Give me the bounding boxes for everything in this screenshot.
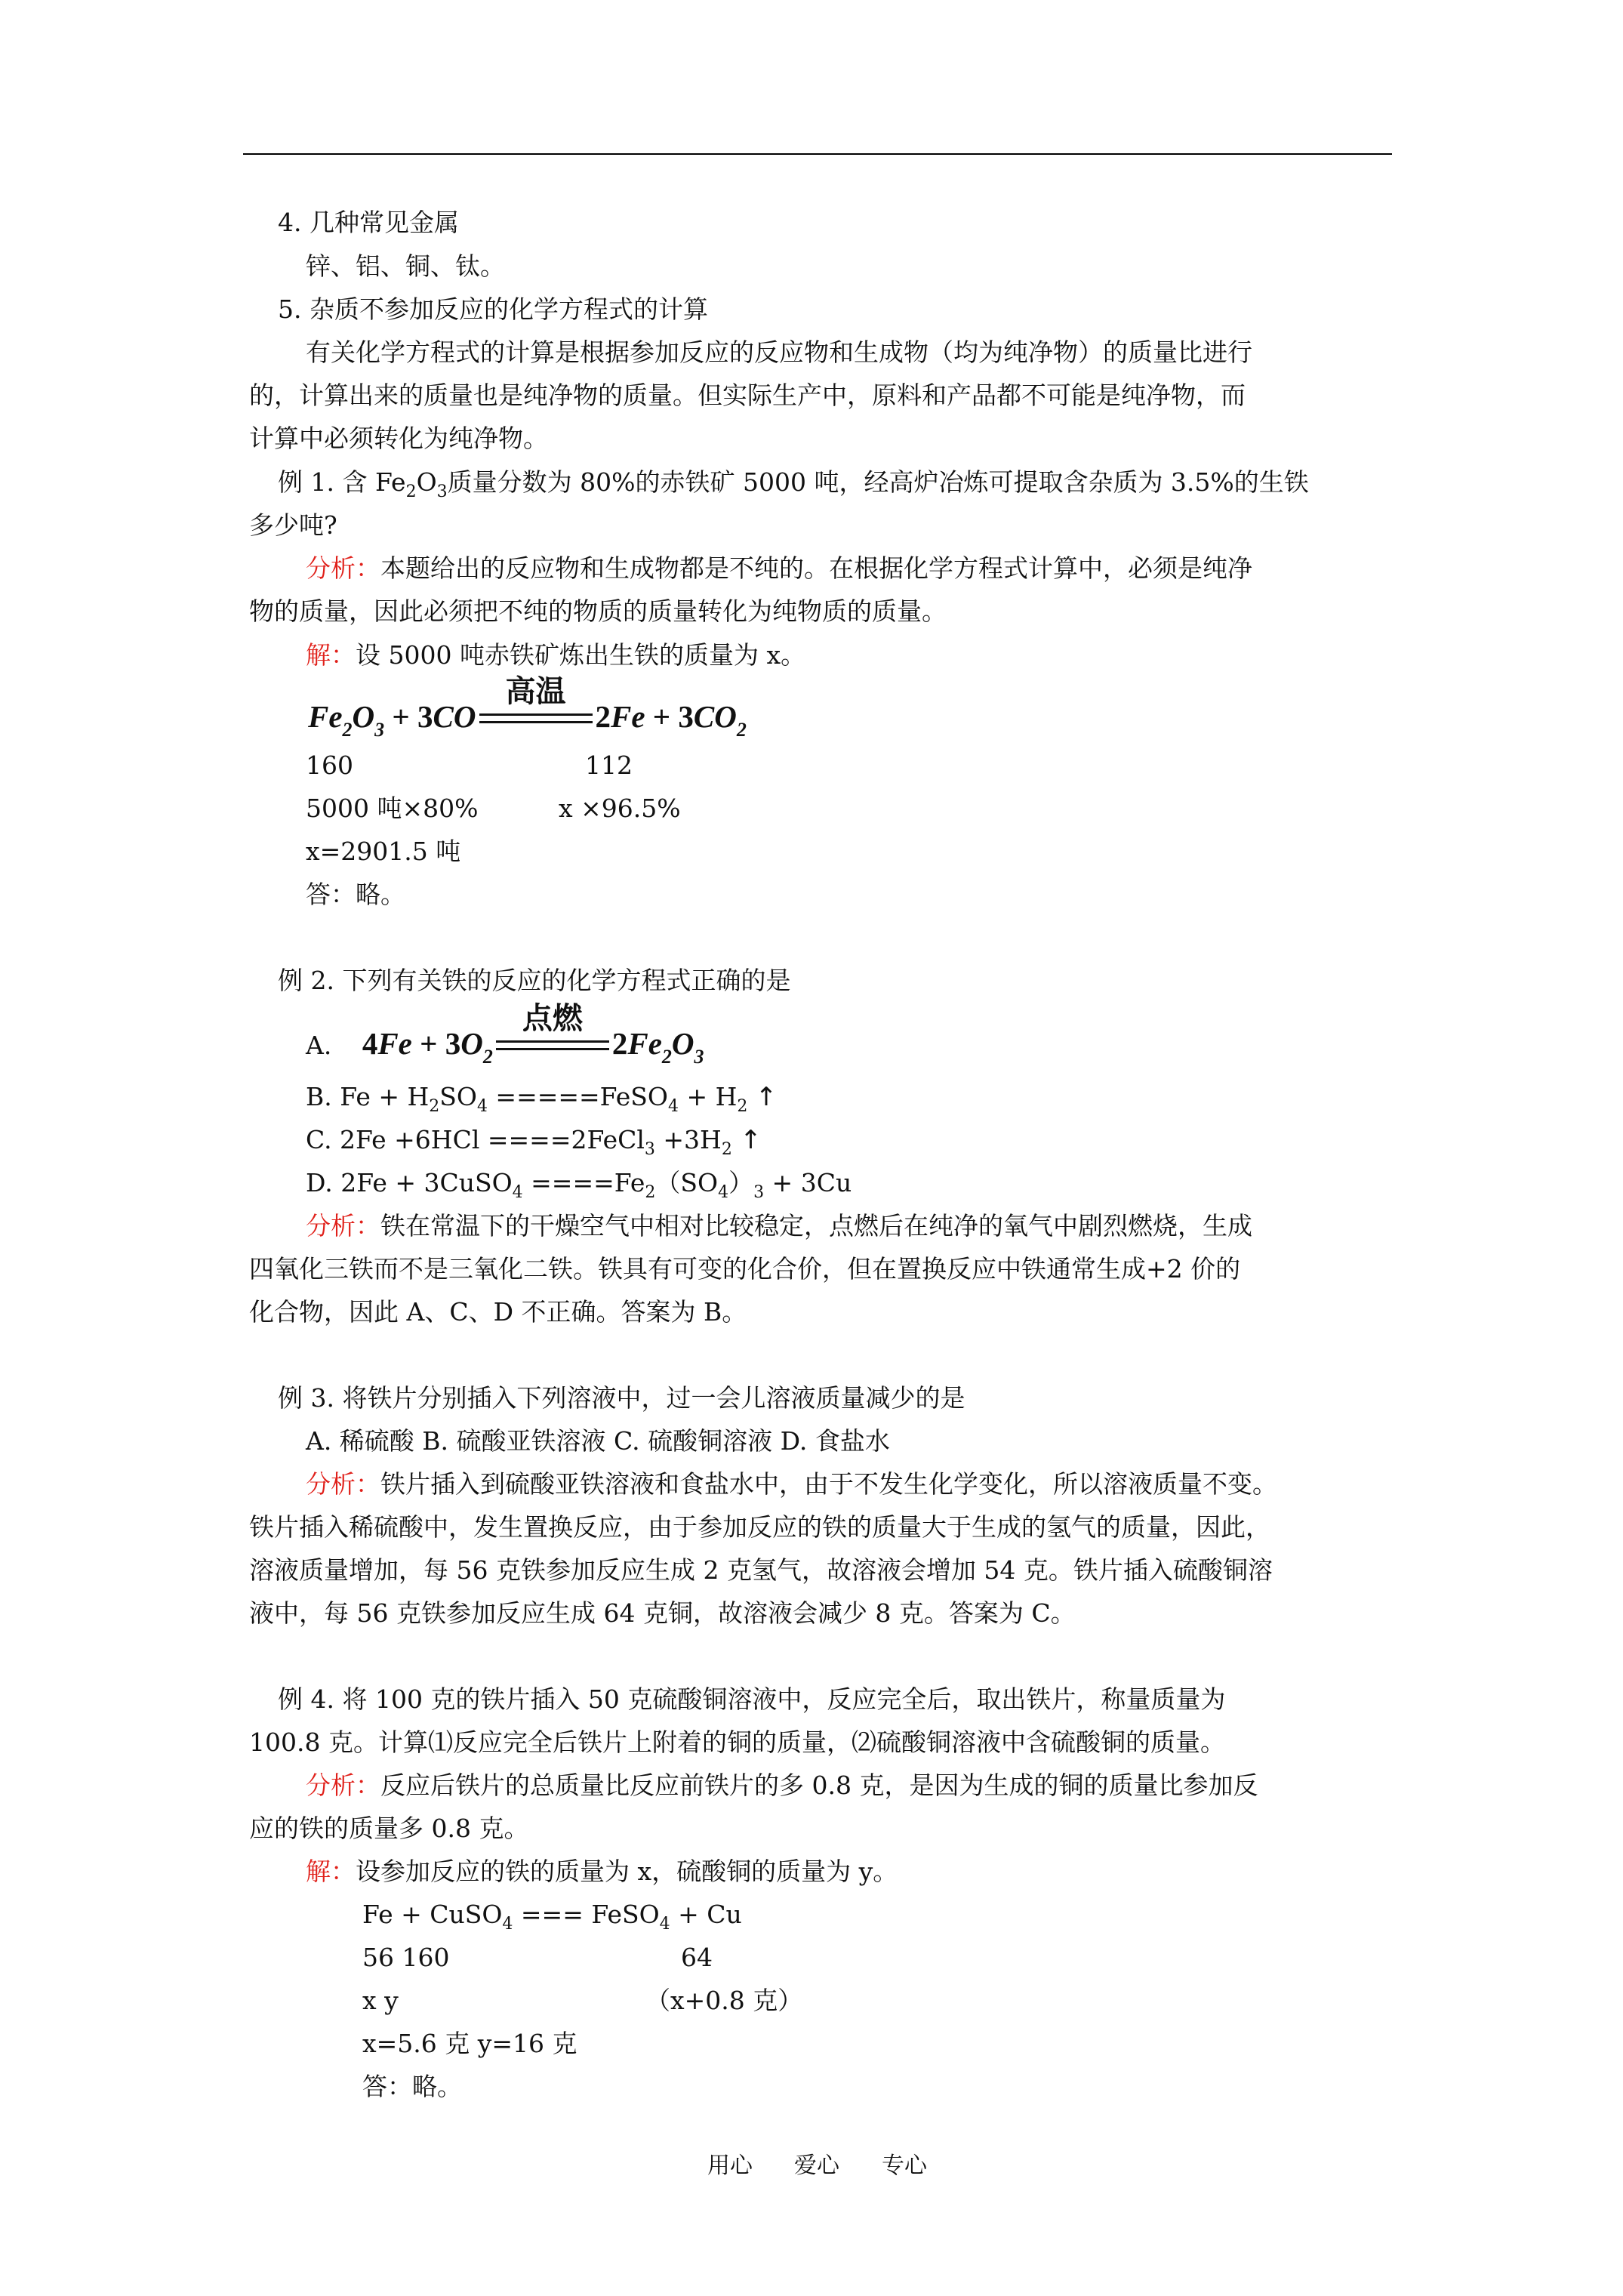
example-1-question-line2: 多少吨? (249, 510, 337, 540)
example-4-analysis-line2: 应的铁的质量多 0.8 克。 (249, 1814, 529, 1843)
example-4-question-line2: 100.8 克。计算⑴反应完全后铁片上附着的铜的质量，⑵硫酸铜溶液中含硫酸铜的质量。 (249, 1727, 1225, 1757)
analysis-label: 分析： (306, 1211, 380, 1240)
example-4-ratio-a: 56 160 (362, 1943, 450, 1972)
analysis-label: 分析： (306, 1771, 380, 1800)
analysis-label: 分析： (306, 1469, 380, 1499)
example-4-answer: 答：略。 (362, 2072, 462, 2101)
section-5-para-line1: 有关化学方程式的计算是根据参加反应的反应物和生成物（均为纯净物）的质量比进行 (306, 337, 1252, 367)
example-1-mass-a: 5000 吨×80% (306, 794, 479, 823)
gas-arrow-icon: ↑ (755, 1082, 778, 1112)
example-2-option-a: A. $4Fe + 3O_2$ 点燃 $2Fe_2O_3$ (306, 1000, 704, 1068)
example-1-result: x=2901.5 吨 (306, 837, 461, 866)
example-3-options: A. 稀硫酸 B. 硫酸亚铁溶液 C. 硫酸铜溶液 D. 食盐水 (306, 1426, 890, 1456)
gas-arrow-icon: ↑ (740, 1125, 762, 1155)
example-1-equation: $Fe_2O_3 + 3CO$ 高温 $2Fe + 3CO_2$ (308, 673, 747, 741)
example-1-answer: 答：略。 (306, 880, 405, 909)
section-4-body: 锌、铝、铜、钛。 (306, 251, 505, 281)
example-2-analysis-line2: 四氧化三铁而不是三氧化二铁。铁具有可变的化合价，但在置换反应中铁通常生成+2 价的 (249, 1254, 1241, 1284)
example-4-result: x=5.6 克 y=16 克 (362, 2029, 577, 2058)
example-3-analysis-line4: 液中，每 56 克铁参加反应生成 64 克铜，故溶液会减少 8 克。答案为 C。 (249, 1598, 1076, 1628)
example-1-mass-b: x ×96.5% (559, 794, 681, 823)
example-3-analysis: 分析：铁片插入到硫酸亚铁溶液和食盐水中，由于不发生化学变化，所以溶液质量不变。 (306, 1469, 1277, 1499)
example-1-solution: 解：设 5000 吨赤铁矿炼出生铁的质量为 x。 (306, 640, 806, 670)
example-2-option-b: B. $Fe + H_2SO_4$ =====FeSO$_4$ + $H_2$ ↑ (306, 1082, 778, 1116)
example-4-question: 例 4. 将 100 克的铁片插入 50 克硫酸铜溶液中，反应完全后，取出铁片，称量质量为 (278, 1684, 1226, 1714)
section-5-title: 5. 杂质不参加反应的化学方程式的计算 (278, 294, 708, 324)
example-4-ratio-b: 64 (681, 1943, 713, 1972)
example-2-option-d: D. 2Fe + 3CuSO$_4$ $====Fe_2(SO_4)_3 + 3Cu$ (306, 1168, 852, 1202)
example-3-question: 例 3. 将铁片分别插入下列溶液中，过一会儿溶液质量减少的是 (278, 1383, 965, 1413)
example-4-mass-b: （x+0.8 克） (645, 1986, 803, 2015)
example-4-solution: 解：设参加反应的铁的质量为 x，硫酸铜的质量为 y。 (306, 1857, 898, 1886)
reaction-condition: 点燃 (496, 1030, 609, 1065)
section-5-para-line2: 的，计算出来的质量也是纯净物的质量。但实际生产中，原料和产品都不可能是纯净物，而 (249, 381, 1246, 410)
footer-text-2: 爱心 (794, 2153, 839, 2179)
example-1-ratio-a: 160 (306, 750, 353, 780)
example-3-analysis-line3: 溶液质量增加，每 56 克铁参加反应生成 2 克氢气，故溶液会增加 54 克。铁片插入硫酸铜溶 (249, 1555, 1273, 1585)
reaction-condition: 高温 (479, 703, 593, 738)
example-1-analysis: 分析：本题给出的反应物和生成物都是不纯的。在根据化学方程式计算中，必须是纯净 (306, 553, 1252, 583)
footer-text-3: 专心 (882, 2153, 927, 2179)
example-2-option-c: C. 2Fe +6HCl ====2FeCl$_3$ $+3H_2$ ↑ (306, 1125, 762, 1159)
section-4-title: 4. 几种常见金属 (278, 208, 459, 237)
example-4-equation: Fe + CuSO$_4$ === FeSO$_4$ + Cu (362, 1900, 742, 1934)
example-1-ratio-b: 112 (585, 750, 633, 780)
example-1-analysis-line2: 物的质量，因此必须把不纯的物质的质量转化为纯物质的质量。 (249, 596, 947, 626)
solution-label: 解： (306, 1857, 356, 1886)
example-2-question: 例 2. 下列有关铁的反应的化学方程式正确的是 (278, 966, 791, 995)
example-4-mass-a: x y (362, 1986, 399, 2015)
analysis-label: 分析： (306, 553, 380, 583)
example-2-analysis-line3: 化合物，因此 A、C、D 不正确。答案为 B。 (249, 1297, 747, 1327)
example-2-analysis: 分析：铁在常温下的干燥空气中相对比较稳定，点燃后在纯净的氧气中剧烈燃烧，生成 (306, 1211, 1252, 1240)
example-4-analysis: 分析：反应后铁片的总质量比反应前铁片的多 0.8 克，是因为生成的铜的质量比参加反 (306, 1771, 1258, 1800)
example-3-analysis-line2: 铁片插入稀硫酸中，发生置换反应，由于参加反应的铁的质量大于生成的氢气的质量，因此， (249, 1512, 1270, 1542)
solution-label: 解： (306, 640, 356, 670)
example-1-question: 例 1. 含 $Fe_2O_3$质量分数为 80%的赤铁矿 5000 吨，经高炉冶炼可提取含杂质为 3.5%的生铁 (278, 467, 1309, 501)
header-rule (243, 153, 1392, 155)
section-5-para-line3: 计算中必须转化为纯净物。 (249, 424, 548, 453)
footer-text-1: 用心 (707, 2153, 753, 2179)
